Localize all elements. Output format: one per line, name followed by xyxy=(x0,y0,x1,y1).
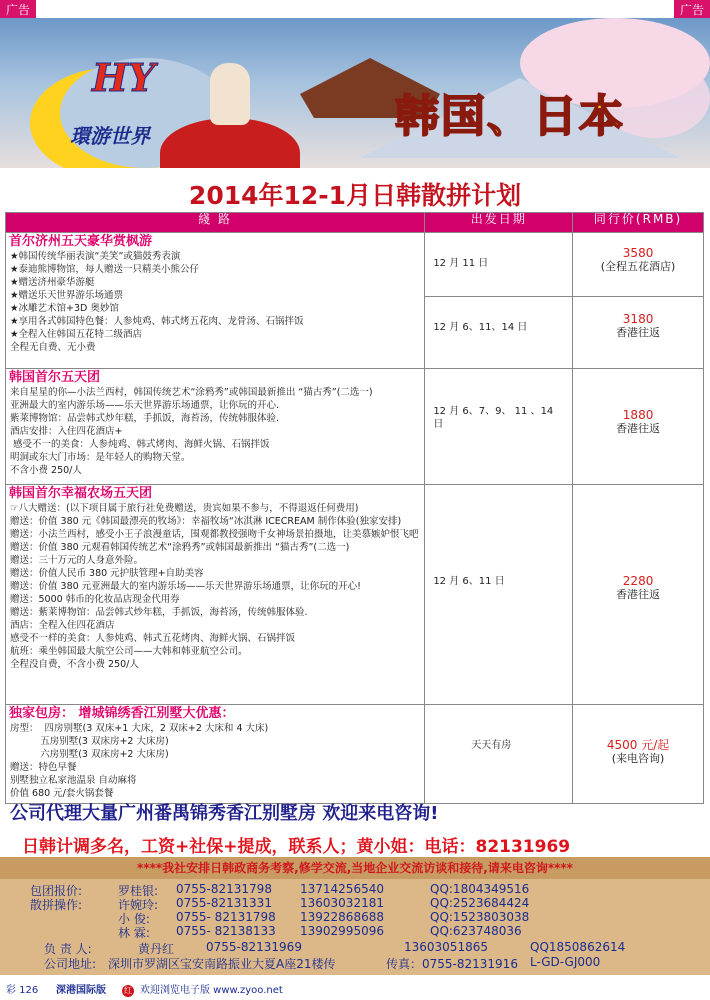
table-header-row xyxy=(6,213,704,233)
contact-mobile: 13922868688 xyxy=(300,910,384,924)
price-value: 3580 xyxy=(622,246,654,260)
price-value: 1880 xyxy=(622,408,654,422)
manager-label: 负 责 人: xyxy=(44,942,92,956)
price-note: (全程五花酒店) xyxy=(600,260,676,273)
column-header: 綫 路 xyxy=(6,213,425,233)
column-header: 出发日期 xyxy=(425,213,573,233)
page-number: 彩 126 xyxy=(6,985,39,996)
contact-tel: 0755- 82138133 xyxy=(176,924,276,938)
column-header: 同行价(RMB) xyxy=(573,213,704,233)
manager-mobile: 13603051865 xyxy=(404,940,488,954)
price-value: 4500 元/起 xyxy=(606,738,670,752)
footer-mark: 红 xyxy=(124,986,132,995)
license-number: L-GD-GJ000 xyxy=(530,955,601,969)
price-note: 香港往返 xyxy=(616,588,661,601)
page-footer xyxy=(0,982,710,1000)
route-details: 来自星星的你—小法兰西村，韩国传统艺术“涂鸦秀”或韩国最新推出 “猫古秀”(二选一) 亚洲最大的室内游乐场——乐天世界游乐场通票，让你玩的开心. 紫莱博物馆：品尝韩式炒年糕，手抓饭，海苔汤，传统韩服体验. 酒店安排：入住四花酒店+ 感受不一的美食：人参炖鸡、韩式烤肉、海鲜火锅、石锅拌饭 明洞或东大门市场：是年轻人的购物天堂。 不含小费 250/人 xyxy=(10,387,373,476)
table-row xyxy=(6,369,704,485)
route-details: ☞八大赠送：(以下项目属于旅行社免费赠送，贵宾如果不参与，不得退返任何费用) 赠送：价值 380 元《韩国最漂亮的牧场》：幸福牧场“冰淇淋 ICECREAM 制作体验(独家安排) 赠送：小法兰西村，感受小王子浪漫童话，围观都教授强吻千女神场景拍摄地，让美慕嫉妒恨飞吧 赠送：价值 380 元观看韩国传统艺术“涂鸦秀”或韩国最新推出 “猫古秀”(二选一) 赠送：三十万元的人身意外险。 赠送：价值人民币 380 元护肤管理+自助美容 赠送：价值 380 元亚洲最大的室内游乐场——乐天世界游乐场通票，让你玩的开心! 赠送：5000 韩币的化妆品店现金代用券 赠送：紫莱博物馆：品尝韩式炒年糕，手抓饭，海苔汤，传统韩服体验. 酒店：全程入住四花酒店 感受不一样的美食：人参炖鸡、韩式五花烤肉、海鲜火锅、石锅拌饭 航班：乘坐韩国最大航空公司——大韩和韩亚航空公司。 全程没自费，不含小费 250/人 xyxy=(10,503,419,670)
logo-name: 環游世界 xyxy=(70,124,150,148)
table-row xyxy=(6,233,704,297)
contact-qq: QQ:2523684424 xyxy=(430,896,530,910)
quote-label: 包团报价: xyxy=(30,884,83,898)
table-row xyxy=(6,705,704,804)
ad-tag-right: 广告 xyxy=(674,0,710,20)
contact-name: 许婉玲: xyxy=(118,898,159,912)
contact-name: 罗桂银: xyxy=(118,884,159,898)
route-title: 独家包房： 增城锦绣香江别墅大优惠： xyxy=(9,706,235,721)
contact-qq: QQ:1523803038 xyxy=(430,910,530,924)
contact-qq: QQ:1804349516 xyxy=(430,882,530,896)
operation-label: 散拼操作: xyxy=(30,898,83,912)
contact-tel: 0755-82131331 xyxy=(176,896,272,910)
manager-name: 黄丹红 xyxy=(138,942,175,956)
address-label: 公司地址: xyxy=(44,957,97,971)
route-details: 房型： 四房别墅(3 双床+1 大床，2 双床+2 大床和 4 大床) 五房别墅(3 双床房+2 大床房) 六房别墅(3 双床房+2 大床房) 赠送：特色早餐 别墅独立私家池温泉 自动麻将 价值 680 元/套火锅套餐 xyxy=(10,723,269,799)
route-title: 韩国首尔五天团 xyxy=(9,370,101,385)
manager-qq: QQ1850862614 xyxy=(530,940,626,954)
logo-mark: HY xyxy=(92,55,156,100)
departure-date: 12 月 6、11、14 日 xyxy=(425,297,573,369)
contact-name: 林 霖: xyxy=(118,926,150,940)
schedule-table xyxy=(5,212,704,804)
table-row xyxy=(6,485,704,705)
banner-title: 韩国、日本 xyxy=(395,91,625,142)
departure-date: 12 月 11 日 xyxy=(425,233,573,297)
price-note: 香港往返 xyxy=(616,422,661,435)
contact-mobile: 13902995096 xyxy=(300,924,384,938)
departure-date: 12 月 6、7、9、 11 、14 日 xyxy=(425,369,573,485)
contact-tel: 0755- 82131798 xyxy=(176,910,276,924)
fax: 传真：0755-82131916 xyxy=(386,957,518,971)
departure-date: 12 月 6、11 日 xyxy=(425,485,573,705)
contact-mobile: 13714256540 xyxy=(300,882,384,896)
route-details: ★韩国传统华丽表演“美笑”或猫鼓秀表演 ★泰迪熊博物馆，每人赠送一只精美小熊公仔 ★赠送济州豪华游艇 ★赠送乐天世界游乐场通票 ★冰雕艺术馆+3D 奥妙馆 ★享用各式韩国特色餐：人参炖鸡、韩式烤五花肉、龙骨汤、石锅拌饭 ★全程入住韩国五花特二级酒店 全程无自费、无小费 xyxy=(10,251,304,353)
footer-brand: 深港国际版 xyxy=(56,985,106,996)
company-address: 深圳市罗湖区宝安南路振业大夏A座21楼传 xyxy=(108,957,336,971)
hiring-banner: 日韩计调多名，工资+社保+提成，联系人；黄小姐：电话：82131969 xyxy=(22,837,571,857)
service-line: ****我社安排日韩政商务考察,修学交流,当地企业交流访谈和接待,请来电咨询**** xyxy=(0,857,710,879)
villa-agency-banner: 公司代理大量广州番禺锦秀香江别墅房 欢迎来电咨询! xyxy=(10,803,439,824)
price-value: 2280 xyxy=(622,574,654,588)
contact-name: 小 俊: xyxy=(118,912,150,926)
price-note: 香港往返 xyxy=(616,326,661,339)
contact-mobile: 13603032181 xyxy=(300,896,384,910)
page-title: 2014年12-1月日韩散拼计划 xyxy=(188,181,522,210)
ad-tag-left: 广告 xyxy=(0,0,36,20)
contact-qq: QQ:623748036 xyxy=(430,924,522,938)
price-note: (来电咨询) xyxy=(611,752,665,765)
footer-site[interactable]: 欢迎浏览电子版 www.zyoo.net xyxy=(140,985,283,996)
route-title: 韩国首尔幸福农场五天团 xyxy=(9,486,153,501)
route-title: 首尔济州五天豪华赏枫游 xyxy=(9,234,153,249)
woman-figure-graphic xyxy=(210,63,250,125)
contact-tel: 0755-82131798 xyxy=(176,882,272,896)
manager-tel: 0755-82131969 xyxy=(206,940,302,954)
departure-date: 天天有房 xyxy=(425,705,573,804)
price-value: 3180 xyxy=(622,312,654,326)
